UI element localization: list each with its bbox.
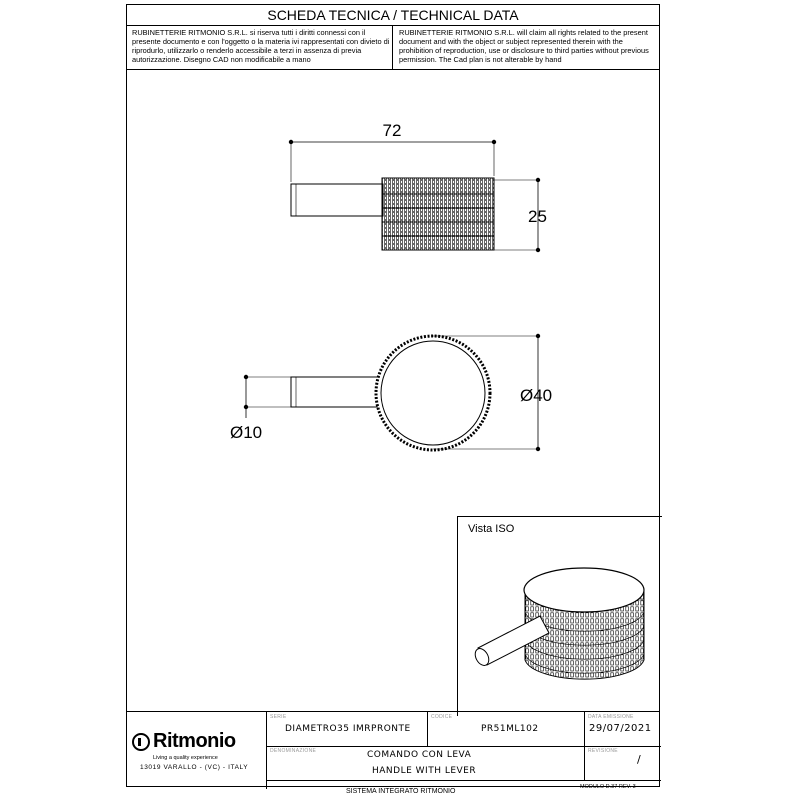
side-view (291, 178, 494, 250)
serie-label: SERIE (270, 714, 287, 720)
company-address: 13019 VARALLO - (VC) - ITALY (140, 764, 249, 771)
iso-view-label: Vista ISO (468, 523, 515, 535)
dimension-diameter-small (230, 375, 291, 442)
revisione-label: REVISIONE (588, 748, 618, 754)
codice-label: CODICE (431, 714, 453, 720)
copyright-note-english: RUBINETTERIE RITMONIO S.R.L. will claim all rights related to the present document and with the object or subject represented therein with the prohibition of reproduction, use or disclosure to third parties without previous permission. The Cad plan is not alterable by hand (399, 28, 649, 64)
brand-name: Ritmonio (153, 730, 236, 752)
sheet-title: SCHEDA TECNICA / TECHNICAL DATA (127, 5, 659, 26)
serie-value: DIAMETRO35 IMRPRONTE (285, 724, 411, 734)
dim-length-label: 72 (382, 121, 402, 140)
brand-tagline: Living a quality experience (153, 755, 218, 761)
iso-view-drawing (472, 568, 644, 679)
dim-diameter-large-label: Ø40 (520, 386, 553, 405)
system-label: SISTEMA INTEGRATO RITMONIO (346, 788, 456, 795)
lever-rod-front (291, 377, 387, 407)
dim-diameter-small-label: Ø10 (230, 423, 263, 442)
dimension-height (494, 178, 547, 252)
data-label: DATA EMISSIONE (588, 714, 634, 720)
module-label: MODULO D.37 REV. 3 (580, 784, 636, 790)
dimension-length (289, 121, 496, 182)
denominazione-label: DENOMINAZIONE (270, 748, 317, 754)
copyright-note-italian: RUBINETTERIE RITMONIO S.R.L. si riserva tutti i diritti connessi con il presente documento e con l'oggetto o la materia ivi rappresentati con divieto di riprodurlo, utilizzarlo o renderlo accessibile a terzi in assenza di previa autorizzazione. Disegno CAD non modificabile a mano (132, 28, 390, 64)
knob-top-face (524, 568, 644, 612)
lever-rod-side (291, 184, 383, 216)
codice-value: PR51ML102 (481, 724, 539, 734)
knurled-knob-side (382, 178, 494, 250)
description-italian: COMANDO CON LEVA (367, 750, 472, 760)
description-english: HANDLE WITH LEVER (372, 766, 477, 776)
dim-height-label: 25 (528, 207, 547, 226)
front-view (291, 336, 490, 450)
data-value: 29/07/2021 (589, 723, 652, 734)
revisione-value: / (637, 753, 642, 766)
